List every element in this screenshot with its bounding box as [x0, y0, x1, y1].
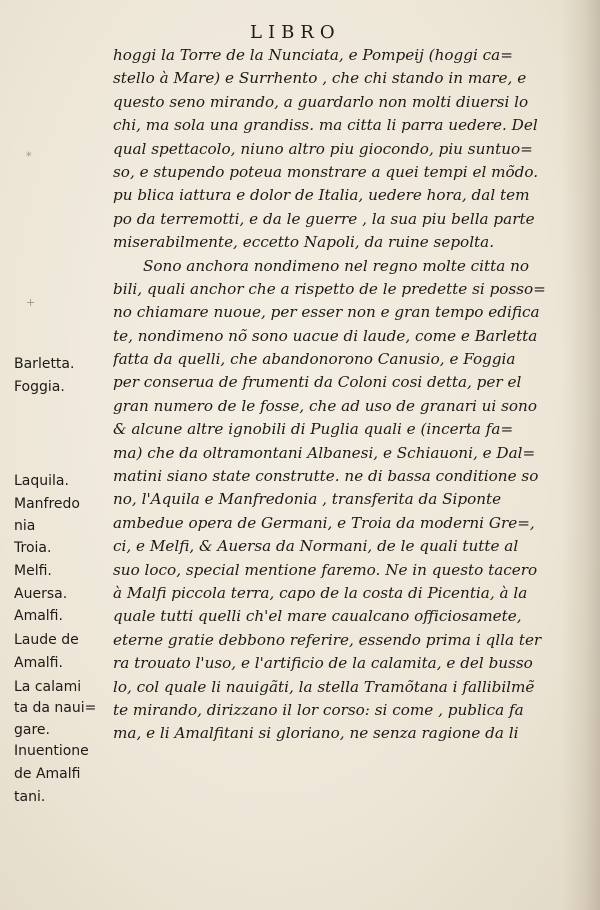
margin-note: nia — [14, 518, 36, 534]
text-line: eterne gratie debbono referire, essendo prima i qlla ter — [113, 630, 542, 649]
page-gutter-shadow — [562, 0, 600, 910]
margin-note: Auersa. — [14, 586, 68, 602]
text-line: à Malfi piccola terra, capo de la costa di Picentia, à la — [113, 583, 528, 602]
main-text-column — [113, 44, 553, 746]
text-line: no chiamare nuoue, per esser non e gran tempo edifica — [113, 303, 540, 322]
text-line: qual spettacolo, niuno altro piu giocondo, piu suntuo= — [113, 139, 533, 158]
text-line: bili, quali anchor che a rispetto de le predette si posso= — [113, 279, 546, 298]
margin-note: Laquila. — [14, 473, 69, 489]
margin-note: Barletta. — [14, 356, 75, 372]
text-line: ambedue opera de Germani, e Troia da moderni Gre=, — [113, 513, 535, 532]
text-line: no, l'Aquila e Manfredonia , transferita da Siponte — [113, 490, 502, 509]
text-line: per conserua de frumenti da Coloni cosi detta, per el — [113, 373, 522, 392]
margin-note: Manfredo — [14, 496, 80, 512]
text-line: ci, e Melfi, & Auersa da Normani, de le quali tutte al — [113, 537, 519, 556]
text-line: Sono anchora nondimeno nel regno molte citta no — [143, 256, 530, 275]
text-line: ma) che da oltramontani Albanesi, e Schiauoni, e Dal= — [113, 443, 536, 462]
margin-note: Troia. — [14, 540, 52, 556]
text-line: te mirando, dirizzano il lor corso: si come , publica fa — [113, 700, 524, 719]
text-line: so, e stupendo poteua monstrare a quei tempi el mõdo. — [113, 162, 539, 181]
text-line: questo seno mirando, a guardarlo non molti diuersi lo — [113, 92, 529, 111]
margin-note: Foggia. — [14, 379, 65, 395]
bleed-through-mark: * — [26, 150, 32, 163]
running-header: LIBRO — [250, 22, 341, 43]
bleed-through-mark: + — [26, 296, 36, 309]
text-line: ra trouato l'uso, e l'artificio de la calamita, e del busso — [113, 654, 533, 673]
text-line: & alcune altre ignobili di Puglia quali e (incerta fa= — [113, 420, 514, 439]
margin-note: de Amalfi — [14, 766, 81, 782]
margin-note: Amalfi. — [14, 608, 63, 624]
text-line: chi, ma sola una grandiss. ma citta li parra uedere. Del — [113, 116, 538, 135]
text-line: matini siano state construtte. ne di bassa conditione so — [113, 467, 539, 486]
text-line: gran numero de le fosse, che ad uso de granari ui sono — [113, 396, 537, 415]
margin-note: Laude de — [14, 632, 79, 648]
text-line: te, nondimeno nõ sono uacue di laude, come e Barletta — [113, 326, 538, 345]
text-line: miserabilmente, eccetto Napoli, da ruine sepolta. — [113, 233, 495, 252]
text-line: ma, e li Amalfitani si gloriano, ne senza ragione da li — [113, 724, 519, 743]
text-line: hoggi la Torre de la Nunciata, e Pompeij (hoggi ca= — [113, 46, 513, 64]
margin-note: Melfi. — [14, 563, 52, 579]
margin-note: Amalfi. — [14, 655, 63, 671]
margin-note: gare. — [14, 722, 50, 738]
text-line: lo, col quale li nauigãti, la stella Tramõtana i fallibilmẽ — [113, 677, 535, 696]
text-line: quale tutti quelli ch'el mare caualcano officiosamete, — [113, 607, 522, 626]
text-line: suo loco, special mentione faremo. Ne in questo tacero — [113, 560, 538, 579]
text-line: pu blica iattura e dolor de Italia, uedere hora, dal tem — [113, 186, 530, 205]
margin-note: tani. — [14, 789, 46, 805]
text-line: fatta da quelli, che abandonorono Canusio, e Foggia — [113, 350, 516, 369]
text-line: stello à Mare) e Surrhento , che chi stando in mare, e — [113, 69, 527, 88]
text-line: po da terremotti, e da le guerre , la sua piu bella parte — [113, 209, 535, 228]
margin-note: ta da naui= — [14, 700, 97, 716]
margin-note: Inuentione — [14, 743, 89, 759]
margin-note: La calami — [14, 679, 82, 695]
